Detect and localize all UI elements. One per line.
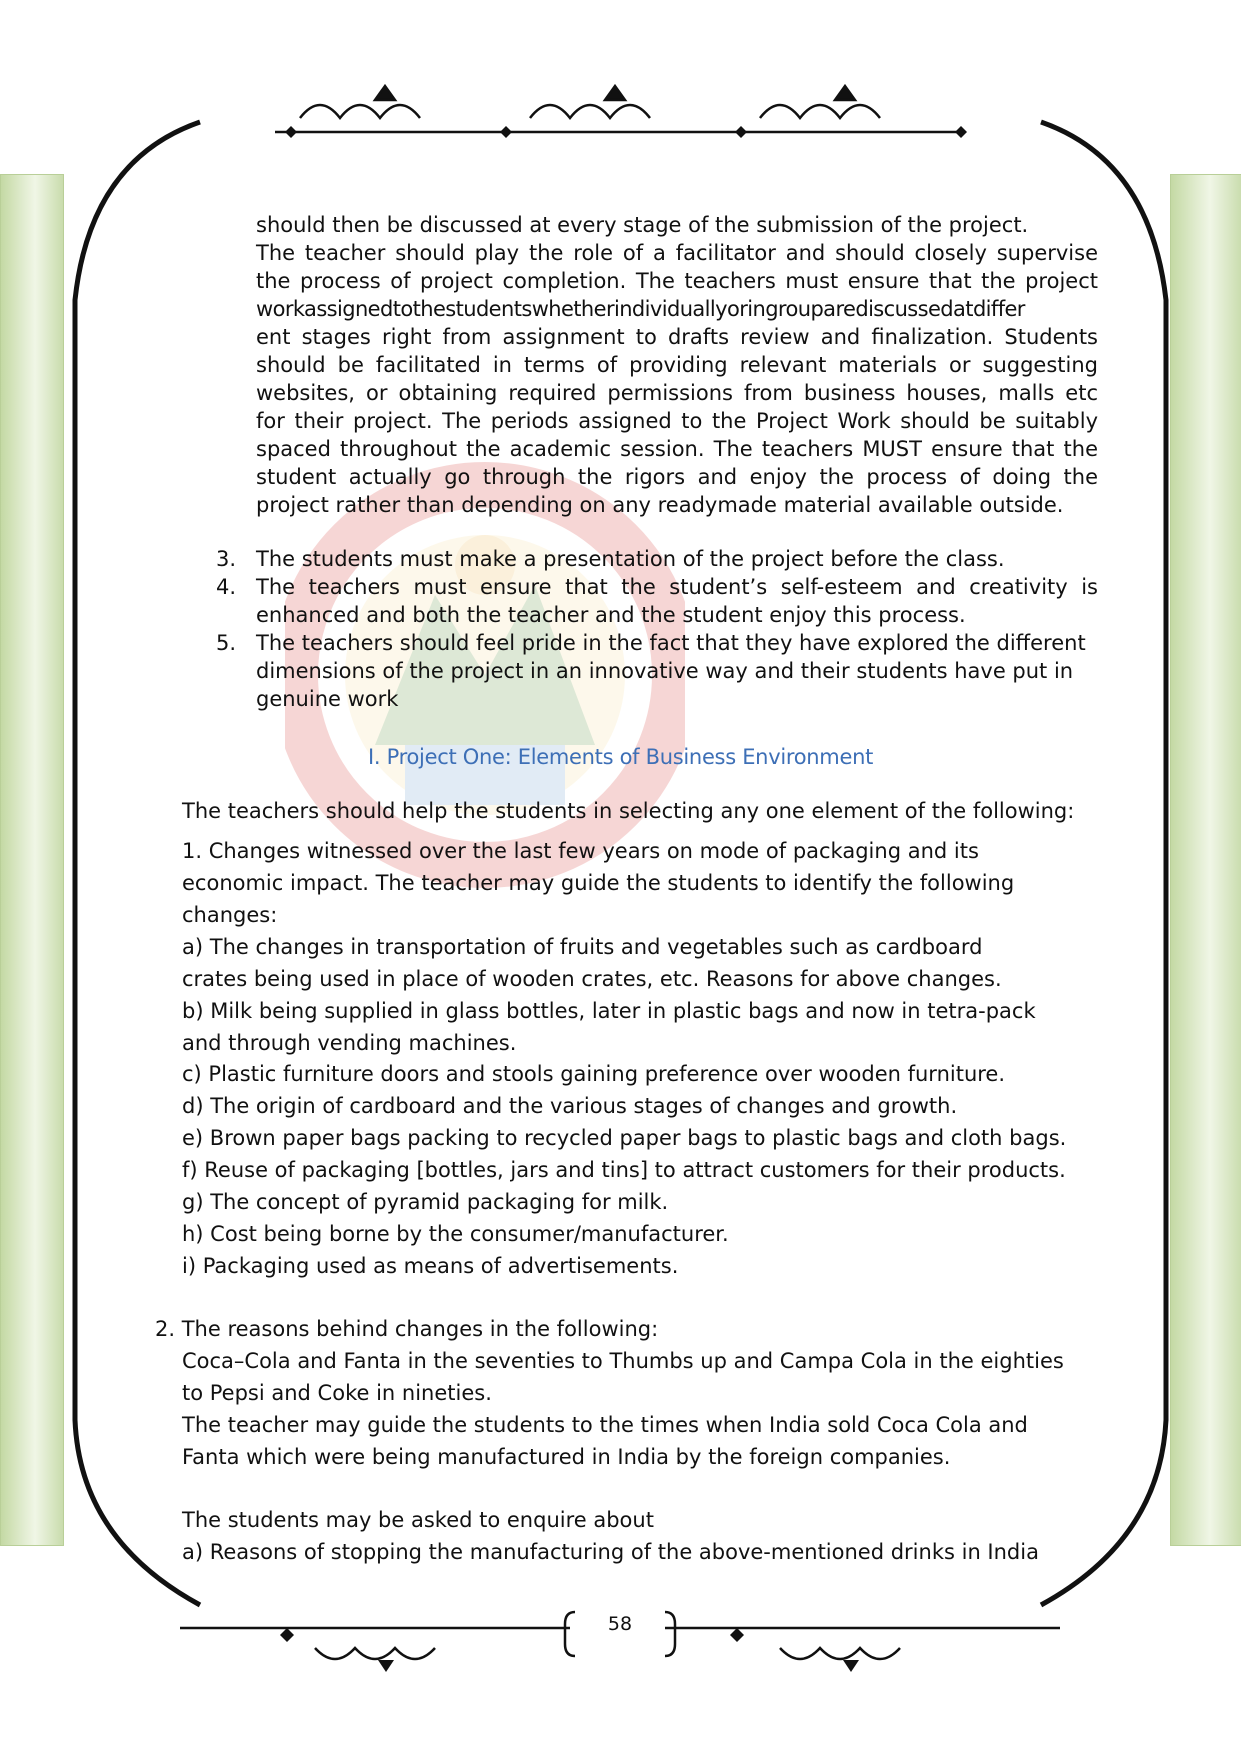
point-line: dimensions of the project in an innovative way and their students have put in bbox=[256, 659, 1074, 683]
point-line: genuine work bbox=[256, 687, 399, 711]
point-number: 4. bbox=[216, 575, 237, 599]
continuation-line: spaced throughout the academic session. The teachers MUST ensure that the bbox=[256, 437, 1098, 461]
continuation-first-line: should then be discussed at every stage of the submission of the project. bbox=[256, 213, 1029, 237]
point-line: The teachers should feel pride in the fact that they have explored the different bbox=[256, 631, 1086, 655]
continuation-line: The teacher should play the role of a facilitator and should closely supervise bbox=[256, 241, 1098, 265]
closing-line: The students may be asked to enquire about bbox=[182, 1508, 654, 1532]
list-line: crates being used in place of wooden crates, etc. Reasons for above changes. bbox=[182, 967, 1002, 991]
list-line: economic impact. The teacher may guide the students to identify the following bbox=[182, 871, 1015, 895]
list-line: f) Reuse of packaging [bottles, jars and tins] to attract customers for their products. bbox=[182, 1158, 1066, 1182]
point-line: enhanced and both the teacher and the student enjoy this process. bbox=[256, 603, 966, 627]
top-ornament bbox=[275, 86, 960, 132]
bottom-ornament-stars bbox=[280, 1628, 859, 1672]
point-line: The students must make a presentation of the project before the class. bbox=[256, 547, 1005, 571]
continuation-line: student actually go through the rigors and enjoy the process of doing the bbox=[256, 465, 1098, 489]
section-intro: The teachers should help the students in selecting any one element of the following: bbox=[182, 799, 1075, 823]
list-line: changes: bbox=[182, 903, 278, 927]
list-line: h) Cost being borne by the consumer/manufacturer. bbox=[182, 1222, 729, 1246]
continuation-line: should be facilitated in terms of providing relevant materials or suggesting bbox=[256, 353, 1098, 377]
list-line: a) The changes in transportation of fruits and vegetables such as cardboard bbox=[182, 935, 983, 959]
list-line: b) Milk being supplied in glass bottles, later in plastic bags and now in tetra-pack bbox=[182, 999, 1036, 1023]
closing-line: a) Reasons of stopping the manufacturing of the above-mentioned drinks in India bbox=[182, 1540, 1039, 1564]
point-2-line: Coca–Cola and Fanta in the seventies to Thumbs up and Campa Cola in the eighties bbox=[182, 1349, 1064, 1373]
continuation-line: for their project. The periods assigned to the Project Work should be suitably bbox=[256, 409, 1098, 433]
point-number: 3. bbox=[216, 547, 237, 571]
section-heading: I. Project One: Elements of Business Environment bbox=[367, 745, 874, 769]
page-number: 58 bbox=[607, 1613, 633, 1635]
list-line: g) The concept of pyramid packaging for milk. bbox=[182, 1190, 669, 1214]
continuation-line: websites, or obtaining required permissions from business houses, malls etc bbox=[256, 381, 1098, 405]
continuation-last-line: project rather than depending on any readymade material available outside. bbox=[256, 493, 1064, 517]
list-line: and through vending machines. bbox=[182, 1031, 517, 1055]
list-line: e) Brown paper bags packing to recycled paper bags to plastic bags and cloth bags. bbox=[182, 1126, 1067, 1150]
list-line: i) Packaging used as means of advertisements. bbox=[182, 1254, 679, 1278]
continuation-line: ent stages right from assignment to drafts review and finalization. Students bbox=[256, 325, 1098, 349]
list-line: d) The origin of cardboard and the various stages of changes and growth. bbox=[182, 1094, 958, 1118]
point-2-line: Fanta which were being manufactured in India by the foreign companies. bbox=[182, 1445, 951, 1469]
point-number: 5. bbox=[216, 631, 237, 655]
point-2-line: to Pepsi and Coke in nineties. bbox=[182, 1381, 492, 1405]
list-line: c) Plastic furniture doors and stools gaining preference over wooden furniture. bbox=[182, 1062, 1006, 1086]
continuation-line: workassignedtothestudentswhetherindividuallyoringrouparediscussedatdiffer bbox=[256, 297, 1025, 321]
point-2-line: The teacher may guide the students to the times when India sold Coca Cola and bbox=[182, 1413, 1028, 1437]
continuation-line: the process of project completion. The teachers must ensure that the project bbox=[256, 269, 1098, 293]
point-line: The teachers must ensure that the student’s self-esteem and creativity is bbox=[256, 575, 1098, 599]
point-2-title: 2. The reasons behind changes in the following: bbox=[155, 1317, 659, 1341]
list-line: 1. Changes witnessed over the last few years on mode of packaging and its bbox=[182, 839, 979, 863]
